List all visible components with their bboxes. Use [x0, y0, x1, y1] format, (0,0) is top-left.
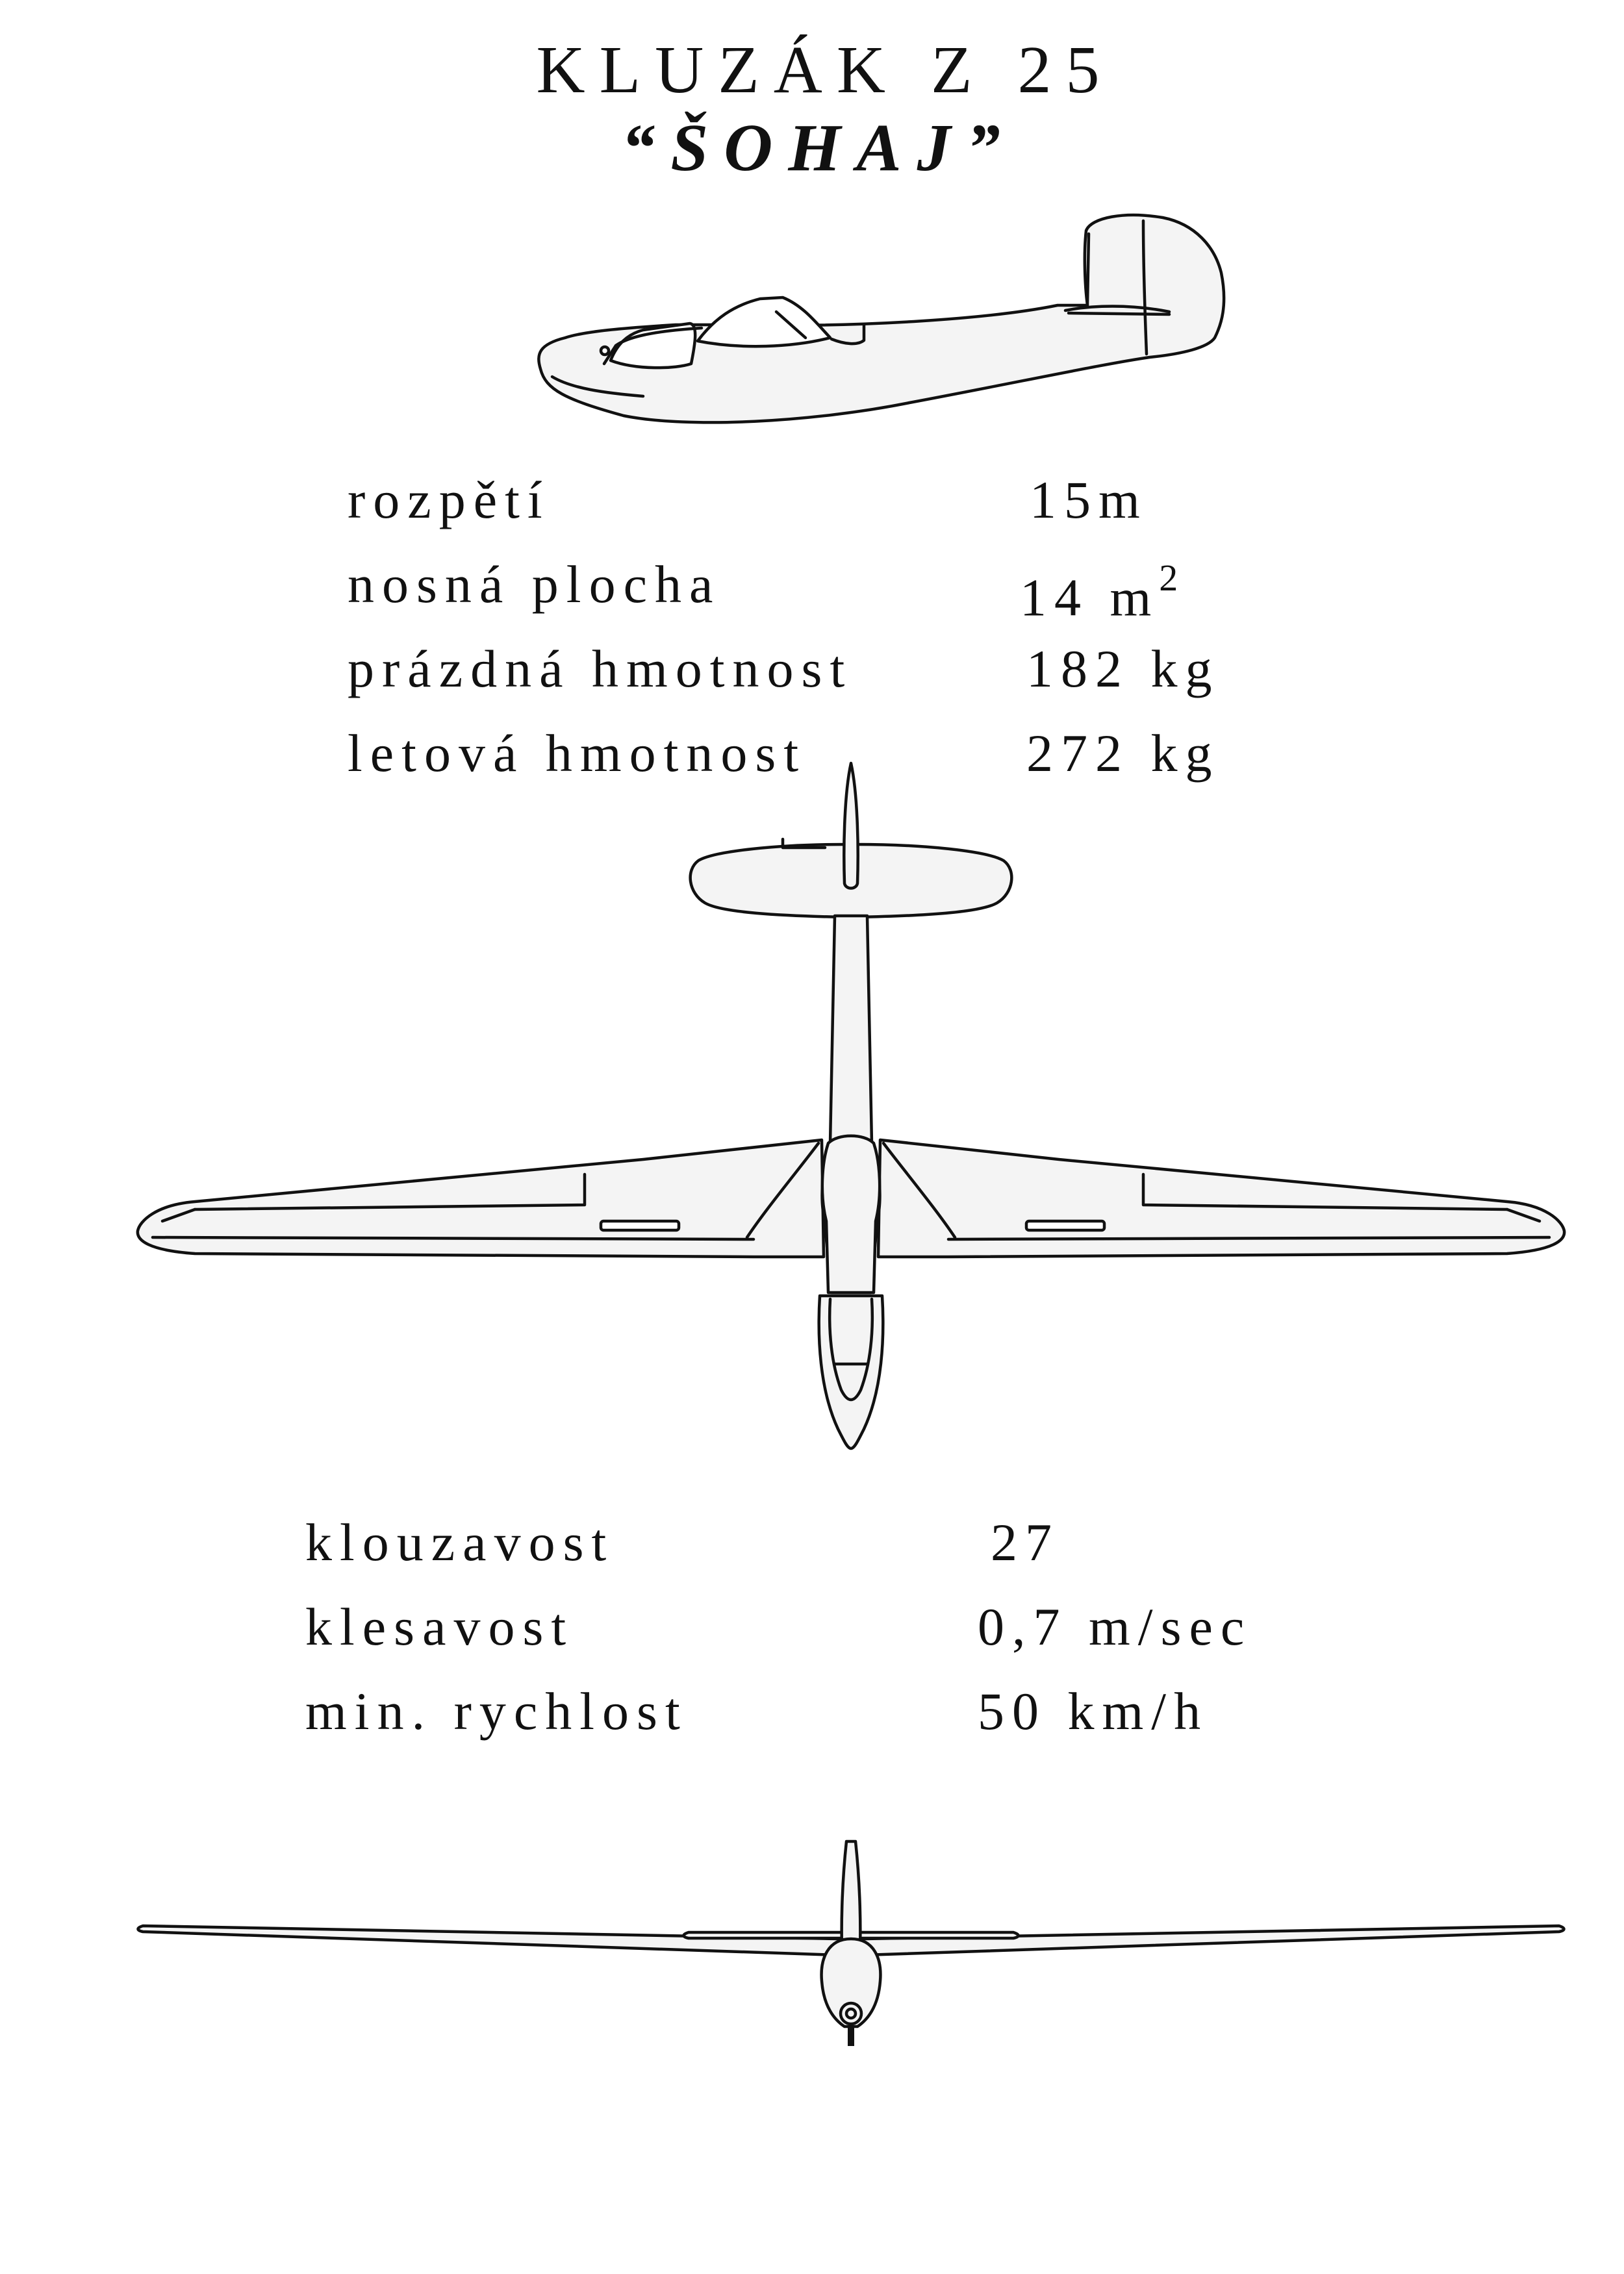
spec-label: klouzavost: [305, 1513, 615, 1572]
spec-value: 272 kg: [1026, 724, 1220, 783]
spec-value: 14 m: [1020, 568, 1160, 627]
spec-label: min. rychlost: [305, 1682, 688, 1741]
glider-name: “ŠOHAJ”: [621, 110, 1016, 185]
spec-value: 50 km/h: [978, 1682, 1209, 1741]
spec-label: letová hmotnost: [348, 724, 807, 783]
spec-value: 15m: [1030, 470, 1148, 529]
spec-value: 182 kg: [1026, 639, 1220, 698]
spec-label: prázdná hmotnost: [348, 639, 853, 698]
spec-label: klesavost: [305, 1597, 574, 1656]
diagram-title: KLUZÁK Z 25: [536, 32, 1114, 107]
spec-value: 0,7 m/sec: [978, 1597, 1252, 1656]
spec-value: 27: [991, 1513, 1059, 1572]
spec-label: nosná plocha: [348, 555, 721, 614]
spec-label: rozpětí: [348, 470, 550, 529]
spec-unit-exponent: 2: [1159, 557, 1186, 599]
